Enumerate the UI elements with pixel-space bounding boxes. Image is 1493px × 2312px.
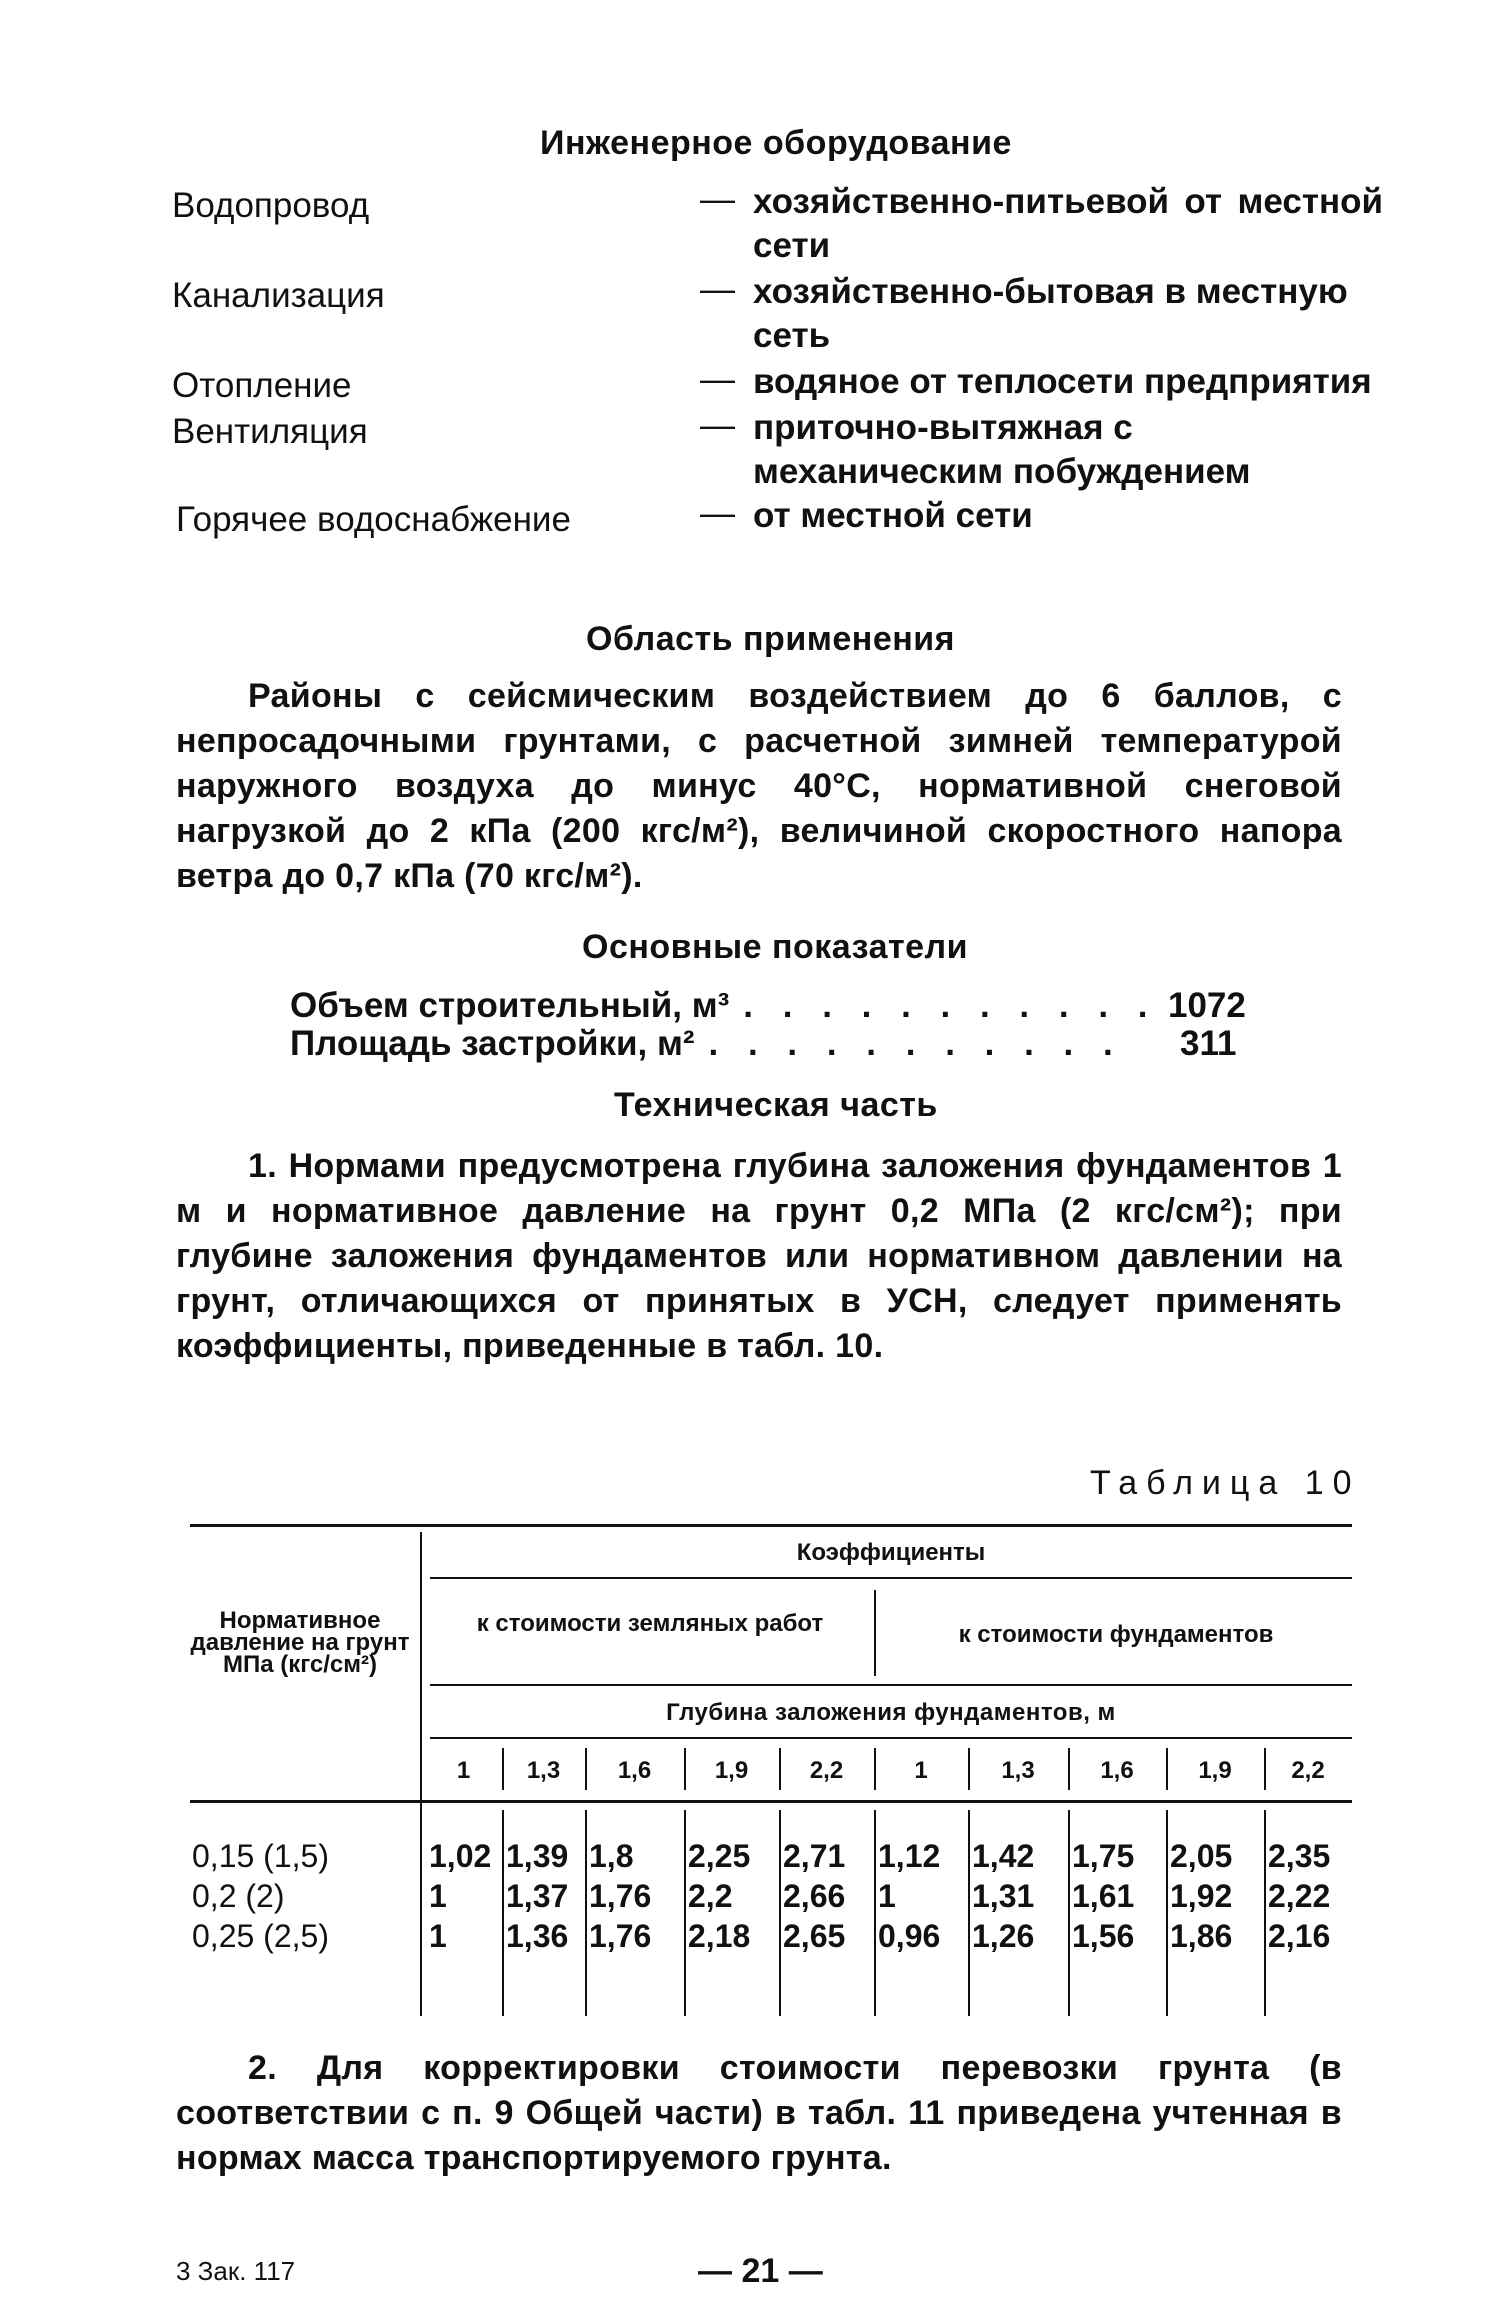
column-separator — [502, 1810, 504, 2016]
page-number: — 21 — — [698, 2252, 823, 2290]
table-cell: 1,42 — [972, 1838, 1035, 1874]
table-header-rule — [190, 1800, 1352, 1803]
table-rule-depth — [430, 1737, 1352, 1739]
equipment-dash: — — [700, 180, 735, 219]
depth-header-cell: 2,2 — [809, 1757, 844, 1784]
equipment-dash: — — [700, 494, 735, 533]
equipment-label-water: Водопровод — [172, 186, 370, 225]
header-coefficients: Коэффициенты — [796, 1539, 986, 1566]
footer-order: 3 Зак. 117 — [176, 2256, 296, 2286]
table-cell: 2,2 — [688, 1878, 733, 1914]
application-title: Область применения — [586, 620, 956, 658]
depth-header-cell: 1,3 — [526, 1757, 561, 1784]
table-cell: 2,35 — [1268, 1838, 1331, 1874]
indicator-row-area — [290, 1024, 1123, 1064]
table-cell: 1,12 — [878, 1838, 941, 1874]
table-cell: 1,86 — [1170, 1918, 1233, 1954]
indicator-dots: . . . . . . . . . . . — [708, 1024, 1123, 1063]
depth-separator — [874, 1748, 876, 1790]
table-cell: 1,26 — [972, 1918, 1035, 1954]
equipment-dash: — — [700, 360, 735, 399]
table-cell: 2,18 — [688, 1918, 751, 1954]
depth-header-cell: 1,9 — [1198, 1757, 1232, 1784]
table-cell: 2,65 — [783, 1918, 846, 1954]
table-cell: 1,75 — [1072, 1838, 1135, 1874]
application-paragraph — [176, 674, 1342, 899]
table-cell: 1,39 — [506, 1838, 569, 1874]
depth-header-cell: 1,6 — [1100, 1757, 1134, 1784]
depth-header-cell: 1,6 — [617, 1757, 652, 1784]
table-cell: 1,8 — [589, 1838, 634, 1874]
equipment-dash: — — [700, 270, 735, 309]
table-row-pressure: 0,2 (2) — [192, 1878, 285, 1914]
depth-separator — [968, 1748, 970, 1790]
technical-title: Техническая часть — [614, 1086, 938, 1124]
equipment-label-sewerage: Канализация — [172, 276, 385, 315]
depth-separator — [684, 1748, 686, 1790]
technical-paragraph-2 — [176, 2046, 1342, 2181]
depth-separator — [585, 1748, 587, 1790]
technical-text-1: 1. Нормами предусмотрена глубина заложения фундаментов 1 м и нормативное давление на грунт 0,2 МПа (2 кгс/см²); при глубине заложения фундаментов или нормативном давлении на грунт, отличающихся от принятых в УСН, следует применять коэффициенты, приведенные в табл. 10. — [176, 1147, 1342, 1365]
equipment-value-ventilation: приточно-вытяжная с механическим побуждением — [753, 408, 1251, 491]
table-title: Таблица 10 — [1090, 1464, 1361, 1502]
table-vline-main — [420, 1532, 422, 2016]
table-cell: 1,76 — [589, 1878, 652, 1914]
engineering-title: Инженерное оборудование — [540, 124, 1012, 162]
table-cell: 1,02 — [429, 1838, 492, 1874]
depth-separator — [502, 1748, 504, 1790]
depth-header-cell: 1,3 — [1001, 1757, 1035, 1784]
depth-header-cell: 1 — [914, 1757, 928, 1784]
column-separator — [1264, 1810, 1266, 2016]
column-separator — [1068, 1810, 1070, 2016]
indicator-dots: . . . . . . . . . . . — [743, 986, 1158, 1025]
application-text: Районы с сейсмическим воздействием до 6 баллов, с непросадочными грунтами, с расчетной зимней температурой наружного воздуха до минус 40°С, нормативной снеговой нагрузкой до 2 кПа (200 кгс/м²), величиной скоростного напора ветра до 0,7 кПа (70 кгс/м²). — [176, 677, 1342, 895]
table-cell: 1 — [878, 1878, 896, 1914]
header-depth: Глубина заложения фундаментов, м — [666, 1699, 1116, 1726]
table-cell: 1,61 — [1072, 1878, 1135, 1914]
table-rule-coefficients — [430, 1577, 1352, 1579]
equipment-label-heating: Отопление — [172, 366, 352, 405]
column-separator — [1166, 1810, 1168, 2016]
depth-separator — [779, 1748, 781, 1790]
table-cell: 1,37 — [506, 1878, 569, 1914]
technical-paragraph-1 — [176, 1144, 1342, 1369]
equipment-value-hot-water: от местной сети — [753, 496, 1033, 535]
table-cell: 1,31 — [972, 1878, 1035, 1914]
indicator-label: Объем строительный, м³ — [290, 986, 730, 1025]
column-separator — [968, 1810, 970, 2016]
table-cell: 1 — [429, 1878, 447, 1914]
table-cell: 2,66 — [783, 1878, 846, 1914]
table-cell: 1,76 — [589, 1918, 652, 1954]
table-cell: 1 — [429, 1918, 447, 1954]
table-row-pressure: 0,15 (1,5) — [192, 1838, 329, 1874]
header-pressure: Нормативное давление на грунт МПа (кгс/см²) — [190, 1607, 410, 1678]
table-cell: 2,71 — [783, 1838, 846, 1874]
table-top-rule — [190, 1524, 1352, 1527]
table-cell: 0,96 — [878, 1918, 941, 1954]
table-cell: 2,25 — [688, 1838, 751, 1874]
table-row-pressure: 0,25 (2,5) — [192, 1918, 329, 1954]
equipment-dash: — — [700, 406, 735, 445]
equipment-label-hot-water: Горячее водоснабжение — [176, 500, 571, 539]
indicators-title: Основные показатели — [582, 928, 969, 966]
indicator-label: Площадь застройки, м² — [290, 1024, 695, 1063]
header-foundations: к стоимости фундаментов — [958, 1621, 1274, 1648]
table-cell: 2,05 — [1170, 1838, 1233, 1874]
column-separator — [684, 1810, 686, 2016]
table-cell: 1,56 — [1072, 1918, 1135, 1954]
depth-separator — [1264, 1748, 1266, 1790]
depth-header-cell: 1,9 — [714, 1757, 749, 1784]
column-separator — [585, 1810, 587, 2016]
table-cell: 1,36 — [506, 1918, 569, 1954]
depth-header-cell: 1 — [456, 1757, 471, 1784]
header-earthworks: к стоимости земляных работ — [476, 1610, 824, 1637]
depth-header-cell: 2,2 — [1291, 1757, 1325, 1784]
table-rule-cost — [430, 1684, 1352, 1686]
equipment-label-ventilation: Вентиляция — [172, 412, 368, 451]
equipment-value-heating: водяное от теплосети предприятия — [753, 362, 1372, 401]
table-cell: 2,22 — [1268, 1878, 1331, 1914]
table-vline-cost — [874, 1590, 876, 1676]
depth-separator — [1068, 1748, 1070, 1790]
equipment-value-water: хозяйственно-питьевой от местной сети — [753, 182, 1383, 265]
column-separator — [779, 1810, 781, 2016]
technical-text-2: 2. Для корректировки стоимости перевозки грунта (в соответствии с п. 9 Общей части) в табл. 11 приведена учтенная в нормах масса транспортируемого грунта. — [176, 2049, 1342, 2177]
indicator-value-volume: 1072 — [1168, 986, 1246, 1025]
indicator-row-volume — [290, 986, 1158, 1026]
column-separator — [874, 1810, 876, 2016]
depth-separator — [1166, 1748, 1168, 1790]
equipment-value-sewerage: хозяйственно-бытовая в местную сеть — [753, 272, 1348, 355]
table-cell: 2,16 — [1268, 1918, 1331, 1954]
table-cell: 1,92 — [1170, 1878, 1233, 1914]
indicator-value-area: 311 — [1180, 1024, 1237, 1063]
